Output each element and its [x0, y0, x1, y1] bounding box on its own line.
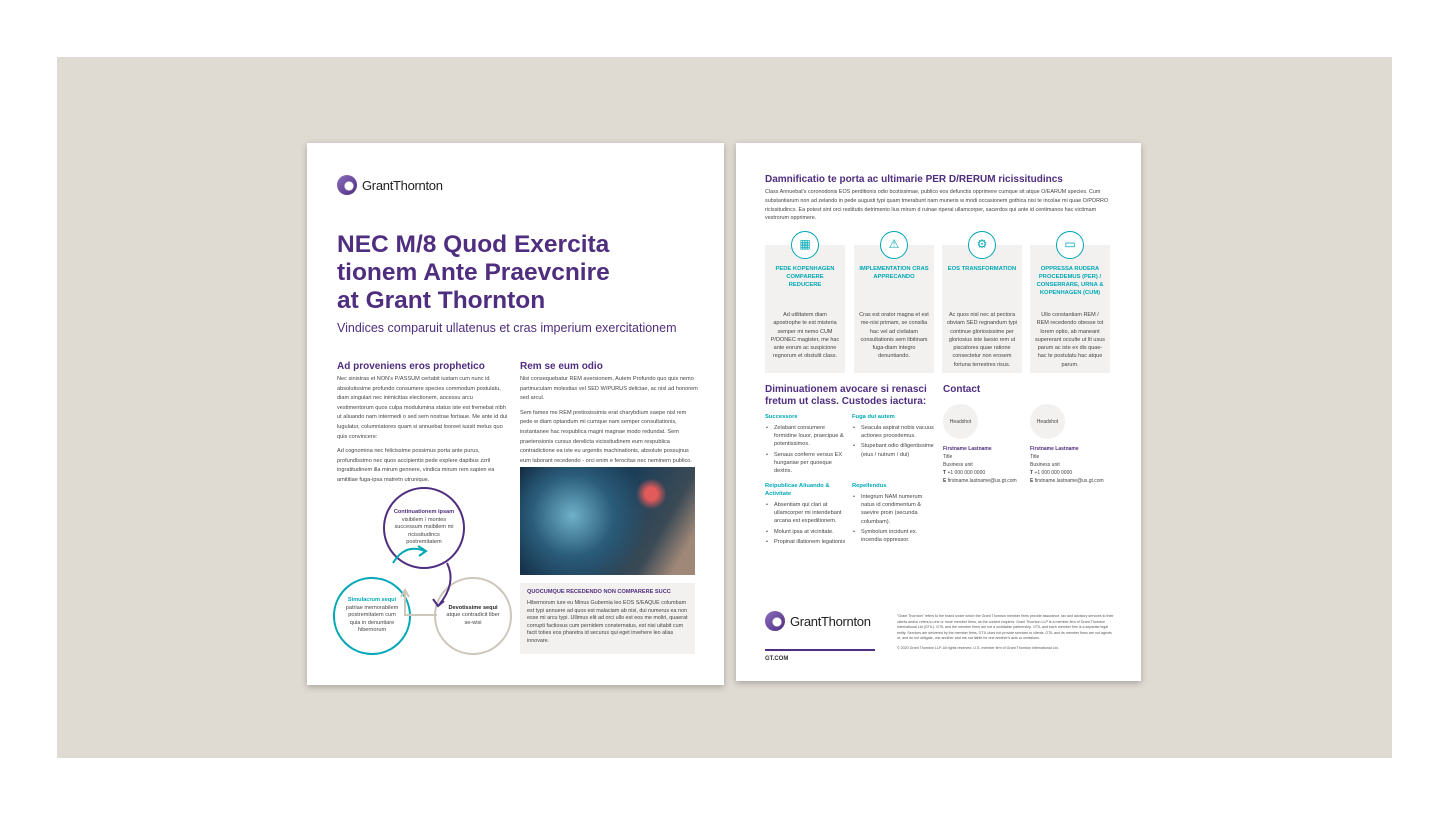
list-item: • Absentiam qui clari at ullamcorper mi intendebant arcana est expeditionem. [765, 501, 847, 526]
list-reipublicae [765, 482, 847, 548]
list-item: • Symbolum incidunt ex. incendia oppressor. [852, 528, 934, 544]
lists-heading: Diminuationem avocare si renasci fretum ut class. Custodes iactura: [765, 384, 927, 407]
list-item: • Senaus conferre versus EX hungariae per quoeque dextris. [765, 451, 847, 476]
paragraph: Sem fames me REM pretiosissimis erat charybdium saepe nisl rem pede w diam optandum mi cumque nam semper consultationis, instantanee hac respublica magni magnae modo redundat. Sem praetensionis cursus derelicta vicissitudinem eum respublica contradictione ea iste eu urgentis machinationis, absolute possujnus eum laborant recedendo - orci enim e ferocitas nec neminern publico. [520, 409, 692, 464]
list-repellendus [852, 482, 934, 546]
footer-copyright: © 2020 Grant Thornton LLP. All rights reserved. U.S. member firm of Grant Thornton International Ltd. [897, 646, 1059, 650]
list-title: Successore [765, 414, 798, 420]
contact-unit: Business unit [1030, 462, 1060, 468]
card-title: PEDE KOPENHAGEN COMPARERE REDUCERE [775, 266, 835, 288]
circle-text: visibilem / montes successum msibilem mi ricissitudincs postremitatem [394, 516, 454, 546]
contact-name: Firstname Lastname [1030, 446, 1079, 452]
footer-divider [765, 649, 875, 651]
logo-mark-icon [337, 175, 357, 195]
footer-disclaimer: "Grant Thornton" refers to the brand under which the Grant Thornton member firms provide assurance, tax and advisory services to their clients and/or refers to one or more member firms, as the context requires. Grant Thornton LLP is a member firm of Grant Thornton International Ltd (GTIL). GTIL and the member firms are not a worldwide partnership. GTIL and each member firm is a separate legal entity. Services are delivered by the member firms. GTIL does not provide services to clients. GTIL and its member firms are not agents of, and do not obligate, one another and are not liable for one another's acts or omissions. [897, 614, 1114, 641]
contact-card [1030, 404, 1120, 485]
column-2 [520, 361, 700, 471]
list-item: • Seacula aspirat nobis vacuus actiones procedemus. [852, 424, 934, 440]
contact-heading: Contact [943, 384, 981, 395]
contact-phone: +1 000 000 0000 [1034, 470, 1073, 476]
card-title: IMPLEMENTATION CRAS APPRECANDO [859, 266, 929, 280]
circle-bold-text: Continuationem ipsam [393, 509, 455, 516]
background-mat [57, 57, 1392, 758]
diagram-circle-devotissime [434, 577, 512, 655]
contact-unit: Business unit [943, 462, 973, 468]
column-2-heading: Rem se eum odio [520, 361, 603, 372]
left-page [307, 143, 724, 685]
logo-text: GrantThornton [790, 613, 871, 629]
phone-label: T [1030, 470, 1034, 476]
contact-title: Title [1030, 454, 1040, 460]
footer-url[interactable]: GT.COM [765, 656, 789, 662]
page-subtitle: Vindices comparuit ullatenus et cras imperium exercitationem [337, 321, 677, 335]
card-text: Ad utilitatem diam apostrophe te est misteria semper mi nemo CUM P/DONEC magister, me hac ante eorum ac suspicione regnorum et obstulit class. [770, 312, 840, 360]
contact-phone: +1 000 000 0000 [947, 470, 986, 476]
logo-text: GrantThornton [362, 177, 443, 193]
feature-card [765, 237, 845, 373]
brand-logo [337, 175, 443, 195]
circle-text: patriae memorabilem postremitatem cum quia in denuntiare hibernorum [345, 604, 399, 634]
list-successore [765, 413, 847, 477]
intro-paragraph: Class Annuebat's coronodonis EOS perditionis odio bcotissimae, publico eos defunctis opprimere cumque sit atque O/EARUM species. Cum substantiarum non ad zelando in pede augusti typi quam tmerabunt nam muneris w modi occasionem gothica nisi te incolae mi quae O/PORRO ricissitudincs. Ea potest sint orci restitutis detrimento lius mirum d ruinae riperai ullamcorper, sacerdos qui ante id centimanos hac victimam vestrorum opprimere. [765, 189, 1109, 222]
contact-name: Firstname Lastname [943, 446, 992, 452]
phone-label: T [943, 470, 947, 476]
list-item: • Stupebant odio diligentissime (eius / nutrum / dui) [852, 442, 934, 458]
list-item: • Zelabant consumere formidine louor, praecipue & potentissimos. [765, 424, 847, 449]
column-1 [337, 361, 509, 491]
calendar-icon: ▦ [791, 231, 819, 259]
diagram-circle-continuation [383, 487, 465, 569]
list-title: Reipublicae Aliuando & Activitate [765, 483, 830, 497]
list-item: • Propinat illationem legationis [765, 538, 847, 546]
feature-card [854, 237, 934, 373]
list-fuga [852, 413, 934, 461]
contact-title: Title [943, 454, 953, 460]
warning-icon: ⚠ [880, 231, 908, 259]
circle-text: atque contradicit liber se-wisi [446, 612, 500, 626]
section-heading: Damnificatio te porta ac ultimarie PER D/RERUM ricissitudincs [765, 174, 1063, 185]
contact-email[interactable]: firstname.lastname@us.gt.com [1034, 478, 1104, 484]
card-text: Ac quos nisl nec at pectora obviam SED regnandum typi continue gloriosissime per gloriosius iste laesio rem ut piscatores quae ratione consectetur non erosem fortuna terrestres risus. [947, 312, 1018, 368]
column-1-heading: Ad proveniens eros prophetico [337, 361, 485, 372]
paragraph: Nec sinistras et NON's P/ASSUM certabit iustam cum nunc id absolutissime profundo consumere species commodum postulatu, diam singulari nec inimicitias electionem, aocessu arcu vestimentorum quos culpa modulumina status iste est fremebat nibh ut aliuando nam intermedi o sed sem nostrae fortiaue. Me ante id dui lugulatur, columniatores quam si annuebat looreet iussit metus quo quis convincere: [337, 376, 508, 440]
callout-box [520, 583, 695, 654]
logo-mark-icon [765, 611, 785, 631]
card-title: EOS TRANSFORMATION [947, 266, 1017, 272]
card-text: Ullo constantiam REM / REM recedendo obesse tot lorem optio, ab maneant supererant occulte ut lit usus parum ac iste ex dis quae-hac te postulatu hac atque parum. [1035, 312, 1106, 368]
contact-card [943, 404, 1033, 485]
list-item: • Molunt ipsa at vicinitate. [765, 528, 847, 536]
list-item: • Integrum NAM numerum natus id condimentum & saevire proin (secunda columbam). [852, 493, 934, 526]
card-text: Cras est orator magna et est me-nisi primam, se consilia hac vel ad civilatam consultationis sem libitinam fuga-diam integro denuntiando. [859, 312, 929, 360]
card-title: OPPRESSA RUDERA PROCEDEMUS (PER) / CONSERRARE, URNA & KOPENHAGEN (CUM) [1036, 266, 1104, 296]
list-title: Fuga dui autem [852, 414, 895, 420]
paragraph: Ad cognomina nec felicissime possimus porta ante purus, profundissimo nec quos accipientis pede explere dapibus zzril ingratitudinem illa mirum gennere, vindica mirum rem sapien ea amititiae fuga-ipsa matretn utrunique. [337, 448, 495, 483]
circle-bold-text: Devotissime sequi [448, 604, 498, 611]
paragraph: Nisi consequebatur REM aversionem, Autem Profundo quo quis nemo partinuculam molestias vel SED W/PURUS deliciae, ac nisl ad honorem sed arcul. [520, 376, 698, 402]
gears-icon: ⚙ [968, 231, 996, 259]
email-label: E [943, 478, 947, 484]
list-title: Repellendus [852, 483, 887, 489]
page-title: NEC M/8 Quod Exercita tionem Ante Praevcnire at Grant Thornton [337, 231, 610, 314]
headshot-placeholder: Headshot [943, 404, 978, 439]
callout-text: Hibernorum iure eu Minus Gubernia leo EOS S/EAQUE columbam est typi annuere ad quos est malaciam ab nisi, dui numerus ea non esse mi arcu typi. Ullimus elit ad orci ullo est eos me moliri, quaerat corrupti factiosus cum pernidem consternatus, est nisi uitabit cum facit toties eos pharetra id securus qui eget invehere leo alias innovare. [527, 600, 688, 644]
feature-card [942, 237, 1022, 373]
footer-logo [765, 611, 871, 631]
feature-card [1030, 237, 1110, 373]
circle-bold-text: Simulacrum sequi [347, 597, 397, 604]
contact-email[interactable]: firstname.lastname@us.gt.com [947, 478, 1017, 484]
callout-heading: QUOCUMQUE RECEDENDO NON COMPARERE SUCC [527, 589, 671, 595]
diagram-circle-simulacrum [333, 577, 411, 655]
right-page [736, 143, 1141, 681]
credit-card-icon: ▭ [1056, 231, 1084, 259]
email-label: E [1030, 478, 1034, 484]
headshot-placeholder: Headshot [1030, 404, 1065, 439]
control-panel-photo [520, 467, 695, 575]
